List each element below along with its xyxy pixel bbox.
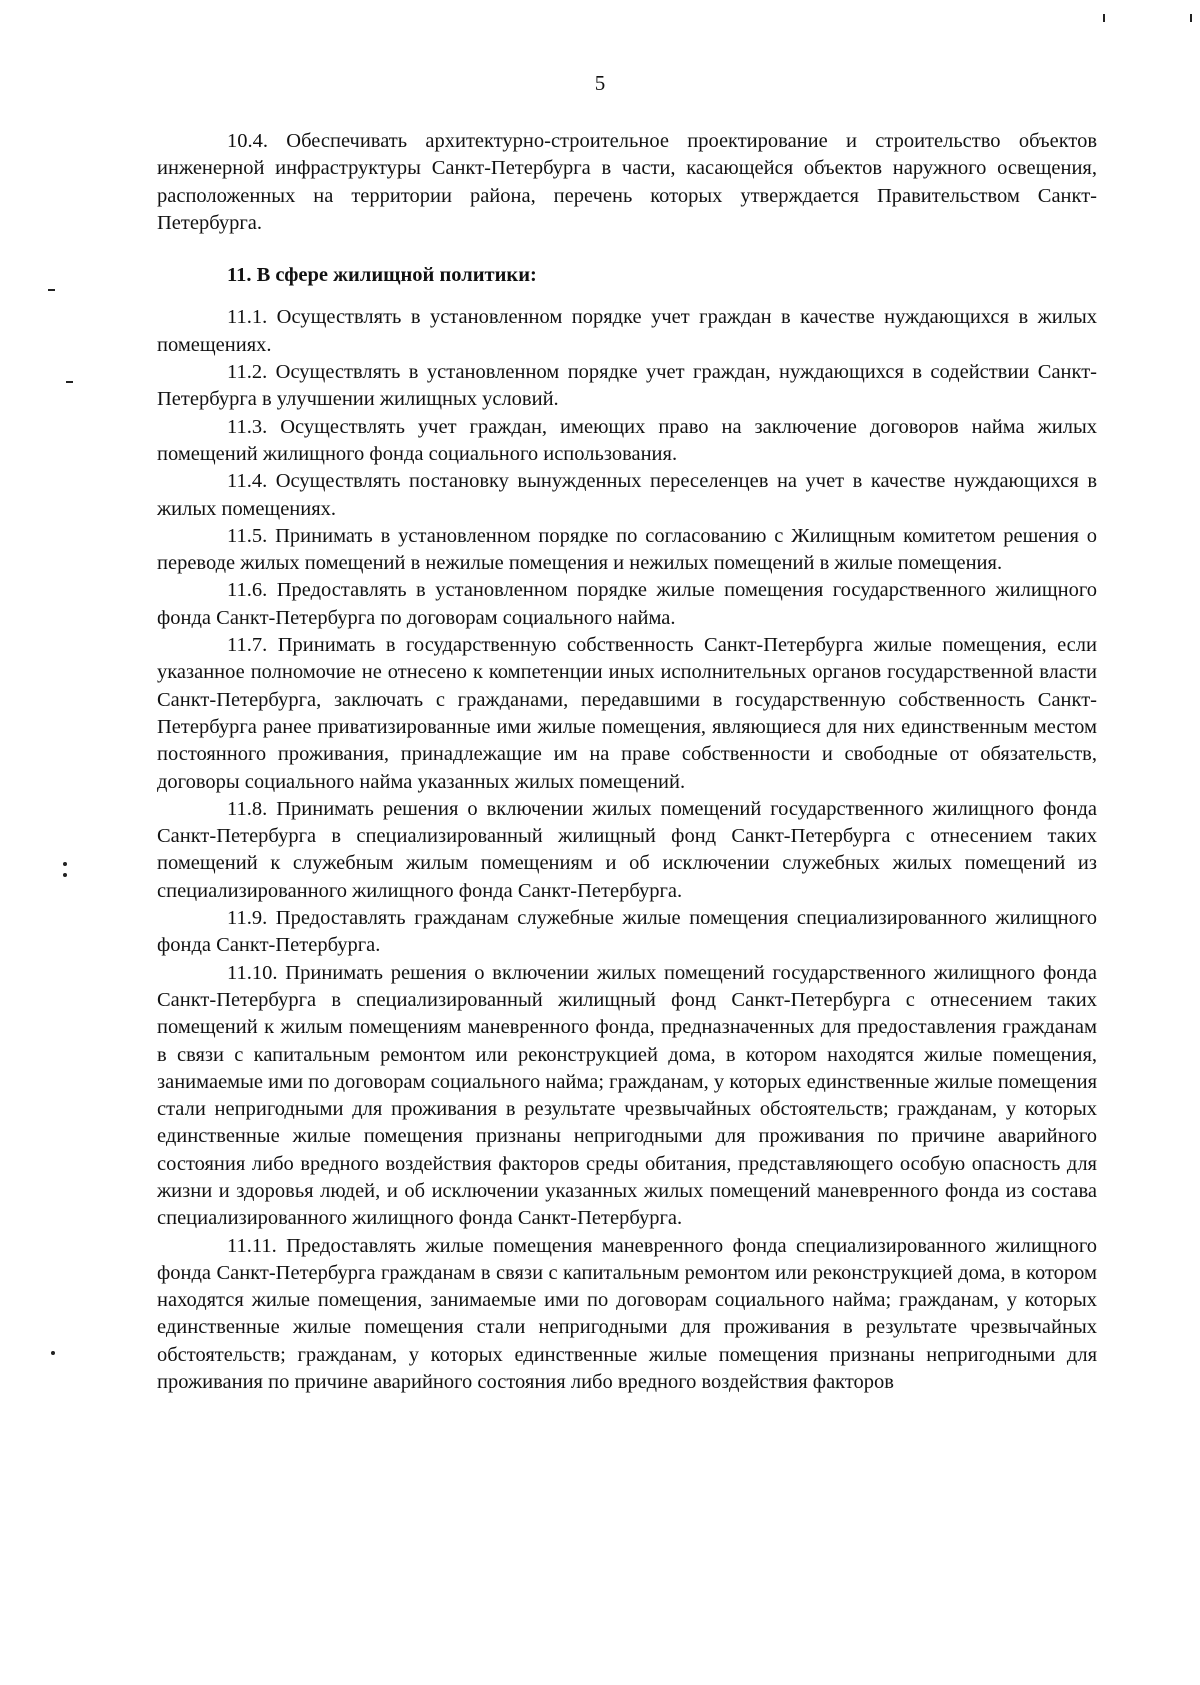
paragraph-11-7: 11.7. Принимать в государственную собственность Санкт-Петербурга жилые помещения, если указанное полномочие не отнесено к компетенции иных исполнительных органов государственной власти Санкт-Петербурга, заключать с гражданами, передавшими в государственную собственность Санкт-Петербурга ранее приватизированные ими жилые помещения, являющиеся для них единственным местом постоянного проживания, принадлежащие им на праве собственности и свободные от обязательств, договоры социального найма указанных жилых помещений. [157,634,1097,793]
scan-mark [1103,14,1105,22]
paragraph-11-6: 11.6. Предоставлять в установленном порядке жилые помещения государственного жилищного фонда Санкт-Петербурга по договорам социального найма. [157,579,1097,629]
section-heading: 11. В сфере жилищной политики: [227,264,537,287]
scan-mark [66,381,73,383]
scan-mark [63,862,67,866]
scan-mark [51,1351,55,1355]
paragraph-11-10: 11.10. Принимать решения о включении жилых помещений государственного жилищного фонда Санкт-Петербурга в специализированный жилищный фонд Санкт-Петербурга с отнесением таких помещений к жилым помещениям маневренного фонда, предназначенных для предоставления гражданам в связи с капитальным ремонтом или реконструкцией дома, в котором находятся жилые помещения, занимаемые ими по договорам социального найма; гражданам, у которых единственные жилые помещения стали непригодными для проживания в результате чрезвычайных обстоятельств; гражданам, у которых единственные жилые помещения признаны непригодными для проживания по причине аварийного состояния либо вредного воздействия факторов среды обитания, представляющего особую опасность для жизни и здоровья людей, и об исключении указанных жилых помещений маневренного фонда из состава специализированного жилищного фонда Санкт-Петербурга. [157,961,1097,1230]
scan-mark [63,873,67,877]
paragraph-11-3: 11.3. Осуществлять учет граждан, имеющих право на заключение договоров найма жилых помещений жилищного фонда социального использования. [157,415,1097,465]
paragraph-11-4: 11.4. Осуществлять постановку вынужденных переселенцев на учет в качестве нуждающихся в жилых помещениях. [157,470,1097,520]
paragraph-11-1: 11.1. Осуществлять в установленном порядке учет граждан в качестве нуждающихся в жилых помещениях. [157,306,1097,356]
paragraph-11-8: 11.8. Принимать решения о включении жилых помещений государственного жилищного фонда Санкт-Петербурга в специализированный жилищный фонд Санкт-Петербурга с отнесением таких помещений к служебным жилым помещениям и об исключении служебных жилых помещений из специализированного жилищного фонда Санкт-Петербурга. [157,797,1097,902]
paragraph-10-4: 10.4. Обеспечивать архитектурно-строительное проектирование и строительство объектов инженерной инфраструктуры Санкт-Петербурга в части, касающейся объектов наружного освещения, расположенных на территории района, перечень которых утверждается Правительством Санкт-Петербурга. [157,130,1097,234]
scan-mark [1190,14,1192,22]
paragraph-11-5: 11.5. Принимать в установленном порядке по согласованию с Жилищным комитетом решения о переводе жилых помещений в нежилые помещения и нежилых помещений в жилые помещения. [157,524,1097,575]
page-number: 5 [594,71,606,95]
document-body [157,128,1097,1396]
paragraph-11-2: 11.2. Осуществлять в установленном порядке учет граждан, нуждающихся в содействии Санкт-Петербурга в улучшении жилищных условий. [157,361,1097,411]
paragraph-11-9: 11.9. Предоставлять гражданам служебные жилые помещения специализированного жилищного фонда Санкт-Петербурга. [157,907,1097,957]
paragraph-11-11: 11.11. Предоставлять жилые помещения маневренного фонда специализированного жилищного фонда Санкт-Петербурга гражданам в связи с капитальным ремонтом или реконструкцией дома, в котором находятся жилые помещения, занимаемые ими по договорам социального найма; гражданам, у которых единственные жилые помещения стали непригодными для проживания в результате чрезвычайных обстоятельств; гражданам, у которых единственные жилые помещения признаны непригодными для проживания по причине аварийного состояния либо вредного воздействия факторов [157,1234,1097,1394]
scan-mark [48,289,55,291]
